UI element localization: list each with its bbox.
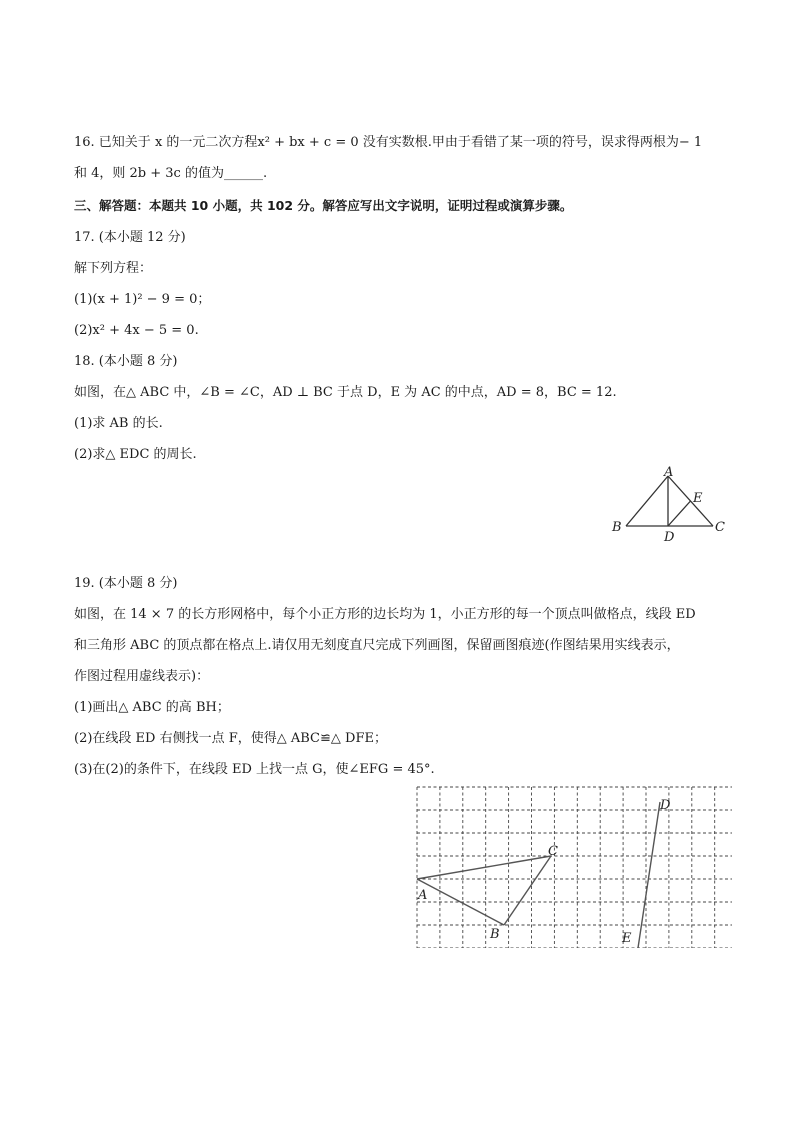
- q17-header: 17. (本小题 12 分): [74, 230, 186, 245]
- q17-part2: (2)x² + 4x − 5 = 0.: [74, 323, 199, 338]
- dashed-grid: [417, 787, 732, 948]
- label-D: D: [660, 798, 671, 813]
- q18-part1: (1)求 AB 的长.: [74, 416, 163, 431]
- label-A: A: [418, 888, 428, 903]
- label-C: C: [548, 844, 558, 859]
- q19-line2: 和三角形 ABC 的顶点都在格点上.请仅用无刻度直尺完成下列画图，保留画图痕迹(作图结果用实线表示，: [74, 638, 680, 653]
- segment-BC: [504, 856, 551, 925]
- q18-triangle-figure: [608, 466, 733, 546]
- segment-ED: [638, 802, 660, 948]
- q19-line1: 如图，在 14 × 7 的长方形网格中，每个小正方形的边长均为 1，小正方形的每一个顶点叫做格点，线段 ED: [74, 607, 696, 622]
- label-A: A: [664, 466, 674, 480]
- segment-AB: [626, 476, 668, 526]
- q19-part2: (2)在线段 ED 右侧找一点 F，使得△ ABC≌△ DFE；: [74, 731, 387, 746]
- q19-header: 19. (本小题 8 分): [74, 576, 178, 591]
- segment-DE: [668, 501, 691, 526]
- q18-part2: (2)求△ EDC 的周长.: [74, 447, 197, 462]
- q18-header: 18. (本小题 8 分): [74, 354, 178, 369]
- q19-part1: (1)画出△ ABC 的高 BH；: [74, 700, 230, 715]
- q18-prompt: 如图，在△ ABC 中，∠B = ∠C，AD ⊥ BC 于点 D，E 为 AC 的中点，AD = 8，BC = 12.: [74, 385, 617, 400]
- segment-AC: [417, 856, 551, 879]
- label-B: B: [490, 927, 500, 942]
- label-E: E: [622, 931, 632, 946]
- q19-part3: (3)在(2)的条件下，在线段 ED 上找一点 G，使∠EFG = 45°.: [74, 762, 435, 777]
- q19-line3: 作图过程用虚线表示)：: [74, 669, 210, 684]
- q17-prompt: 解下列方程：: [74, 261, 153, 276]
- section3-heading: 三、解答题：本题共 10 小题，共 102 分。解答应写出文字说明，证明过程或演算步骤。: [74, 198, 573, 213]
- label-E: E: [693, 491, 703, 506]
- label-B: B: [612, 520, 622, 535]
- q17-part1: (1)(x + 1)² − 9 = 0；: [74, 292, 211, 307]
- label-C: C: [715, 520, 725, 535]
- label-D: D: [664, 530, 675, 545]
- q16-line2: 和 4，则 2b + 3c 的值为______.: [74, 166, 268, 181]
- q19-grid-figure: [410, 782, 732, 948]
- q16-line1: 16. 已知关于 x 的一元二次方程x² + bx + c = 0 没有实数根.甲由于看错了某一项的符号，误求得两根为− 1: [74, 135, 703, 150]
